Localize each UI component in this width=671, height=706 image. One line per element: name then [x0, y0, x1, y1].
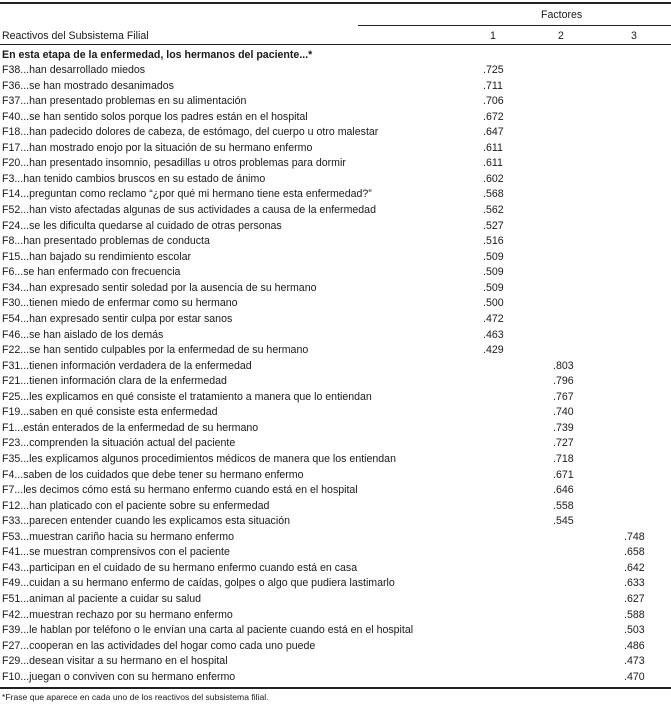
item-text: F31...tienen información verdadera de la enfermedad — [2, 359, 252, 372]
item-text: F43...participan en el cuidado de su hermano enfermo cuando está en casa — [2, 561, 358, 574]
item-text: F1...están enterados de la enfermedad de su hermano — [2, 421, 259, 434]
item-text: F42...muestran rechazo por su hermano enfermo — [2, 608, 233, 621]
table-row — [2, 328, 671, 344]
factor-3-loading: .658 — [624, 546, 645, 559]
item-text: F37...han presentado problemas en su alimentación — [2, 95, 247, 108]
item-text: F15...han bajado su rendimiento escolar — [2, 250, 192, 263]
item-text: F4...saben de los cuidados que debe tener su hermano enfermo — [2, 468, 304, 481]
factor-2-loading: .727 — [553, 437, 574, 450]
item-text: F53...muestran cariño hacia su hermano enfermo — [2, 530, 235, 543]
item-text: F51...animan al paciente a cuidar su salud — [2, 593, 202, 606]
item-text: F46...se han aislado de los demás — [2, 328, 164, 341]
factor-1-loading: .509 — [483, 281, 504, 294]
table-row — [2, 110, 671, 126]
table-row — [2, 265, 671, 281]
factor-2-loading: .671 — [553, 468, 574, 481]
table-row — [2, 390, 671, 406]
table-row — [2, 639, 671, 655]
factor-1-loading: .725 — [483, 64, 504, 76]
item-text: F12...han platicado con el paciente sobre su enfermedad — [2, 499, 270, 512]
table-row — [2, 545, 671, 561]
item-text: F34...han expresado sentir soledad por la ausencia de su hermano — [2, 281, 317, 294]
factor-3-loading: .470 — [624, 670, 645, 683]
factor-1-loading: .509 — [483, 266, 504, 279]
factor-1-loading: .472 — [483, 312, 504, 325]
factor-1-loading: .429 — [483, 344, 504, 357]
factor-1-loading: .527 — [483, 219, 504, 232]
table-row — [2, 576, 671, 592]
item-text: F40...se han sentido solos porque los padres están en el hospital — [2, 110, 308, 123]
item-text: F41...se muestran comprensivos con el paciente — [2, 546, 230, 559]
table-row — [2, 483, 671, 499]
table-row — [2, 187, 671, 203]
table-row — [2, 405, 671, 421]
factor-3-loading: .633 — [624, 577, 645, 590]
factor-1-loading: .611 — [483, 157, 503, 170]
table-row — [2, 125, 671, 141]
item-text: F19...saben en qué consiste esta enfermedad — [2, 406, 218, 419]
table-row — [2, 421, 671, 437]
factor-3-loading: .588 — [624, 608, 645, 621]
item-text: F17...han mostrado enojo por la situación de su hermano enfermo — [2, 141, 313, 154]
item-text: F14...preguntan como reclamo “¿por qué mi hermano tiene esta enfermedad?” — [2, 188, 372, 201]
table-row — [2, 234, 671, 250]
factor-3-loading: .503 — [624, 624, 645, 637]
header-rule — [0, 44, 671, 45]
table-row — [2, 561, 671, 577]
item-text: F8...han presentado problemas de conducta — [2, 235, 210, 248]
table-row — [2, 436, 671, 452]
factor-1-loading: .463 — [483, 328, 504, 341]
factor-1-loading: .516 — [483, 235, 504, 248]
factor-1-loading: .672 — [483, 110, 504, 123]
factor-2-loading: .718 — [553, 453, 574, 465]
table-row — [2, 468, 671, 484]
factor-2-loading: .739 — [553, 421, 574, 434]
item-text: F23...comprenden la situación actual del paciente — [2, 437, 236, 450]
factor-1-header: 1 — [490, 30, 496, 42]
factor-1-loading: .706 — [483, 95, 504, 108]
table-row — [2, 374, 671, 390]
item-text: F29...desean visitar a su hermano en el hospital — [2, 655, 228, 668]
table-row — [2, 94, 671, 110]
factor-2-loading: .558 — [553, 499, 574, 512]
factor-1-loading: .647 — [483, 126, 504, 139]
item-text: F36...se han mostrado desanimados — [2, 79, 174, 92]
section-heading: En esta etapa de la enfermedad, los hermanos del paciente...* — [2, 49, 313, 61]
item-text: F33...parecen entender cuando les explicamos esta situación — [2, 515, 290, 528]
factors-header: Factores — [541, 9, 583, 21]
table-row — [2, 623, 671, 639]
factor-1-loading: .509 — [483, 250, 504, 263]
table-row — [2, 156, 671, 172]
table-row — [2, 608, 671, 624]
table-row — [2, 63, 671, 79]
item-text: F6...se han enfermado con frecuencia — [2, 266, 181, 279]
table-row — [2, 654, 671, 670]
table-row — [2, 219, 671, 235]
factor-2-loading: .646 — [553, 484, 574, 497]
table-row — [2, 141, 671, 157]
factor-2-loading: .796 — [553, 375, 574, 388]
factor-3-loading: .748 — [624, 530, 645, 543]
factor-2-loading: .740 — [553, 406, 574, 419]
factor-3-loading: .486 — [624, 639, 645, 652]
factor-1-loading: .568 — [483, 188, 504, 201]
table-row — [2, 296, 671, 312]
footnote: *Frase que aparece en cada uno de los reactivos del subsistema filial. — [2, 692, 269, 702]
factor-1-loading: .602 — [483, 172, 504, 185]
table-row — [2, 359, 671, 375]
item-text: F30...tienen miedo de enfermar como su hermano — [2, 297, 238, 310]
table-row — [2, 281, 671, 297]
item-text: F54...han expresado sentir culpa por estar sanos — [2, 312, 233, 325]
factor-2-loading: .803 — [553, 359, 574, 372]
item-text: F52...han visto afectadas algunas de sus actividades a causa de la enfermedad — [2, 204, 376, 217]
factor-2-header: 2 — [558, 30, 564, 42]
item-text: F21...tienen información clara de la enfermedad — [2, 375, 227, 388]
table-row — [2, 514, 671, 530]
factors-rule — [358, 25, 671, 26]
item-text: F10...juegan o conviven con su hermano enfermo — [2, 670, 236, 683]
item-text: F22...se han sentido culpables por la enfermedad de su hermano — [2, 344, 309, 357]
item-text: F18...han padecido dolores de cabeza, de estómago, del cuerpo u otro malestar — [2, 126, 379, 139]
item-text: F39...le hablan por teléfono o le envían una carta al paciente cuando está en el hospital — [2, 624, 414, 637]
table-row — [2, 172, 671, 188]
item-text: F35...les explicamos algunos procedimientos médicos de manera que los entiendan — [2, 453, 396, 465]
factor-3-header: 3 — [631, 30, 637, 42]
factor-1-loading: .711 — [483, 79, 503, 92]
table-row — [2, 203, 671, 219]
table-row — [2, 452, 671, 468]
table-row — [2, 530, 671, 546]
item-text: F3...han tenido cambios bruscos en su estado de ánimo — [2, 172, 266, 185]
item-text: F49...cuidan a su hermano enfermo de caídas, golpes o algo que pudiera lastimarlo — [2, 577, 395, 590]
table-row — [2, 312, 671, 328]
table-row — [2, 592, 671, 608]
table-row — [2, 79, 671, 95]
item-text: F38...han desarrollado miedos — [2, 64, 146, 76]
item-text: F20...han presentado insomnio, pesadillas u otros problemas para dormir — [2, 157, 346, 170]
table-row — [2, 250, 671, 266]
factor-3-loading: .627 — [624, 593, 645, 606]
factor-1-loading: .611 — [483, 141, 503, 154]
factor-2-loading: .767 — [553, 390, 574, 403]
factor-3-loading: .642 — [624, 561, 645, 574]
table-row — [2, 499, 671, 515]
table-row — [2, 343, 671, 359]
factor-1-loading: .562 — [483, 204, 504, 217]
items-column-header: Reactivos del Subsistema Filial — [2, 30, 149, 42]
top-rule — [0, 2, 671, 4]
table-row — [2, 670, 671, 686]
item-text: F27...cooperan en las actividades del hogar como cada uno puede — [2, 639, 316, 652]
factor-3-loading: .473 — [624, 655, 645, 668]
item-text: F25...les explicamos en qué consiste el tratamiento a manera que lo entiendan — [2, 390, 372, 403]
bottom-rule — [0, 687, 671, 689]
item-text: F7...les decimos cómo está su hermano enfermo cuando está en el hospital — [2, 484, 358, 497]
item-text: F24...se les dificulta quedarse al cuidado de otras personas — [2, 219, 282, 232]
factor-2-loading: .545 — [553, 515, 574, 528]
factor-1-loading: .500 — [483, 297, 504, 310]
